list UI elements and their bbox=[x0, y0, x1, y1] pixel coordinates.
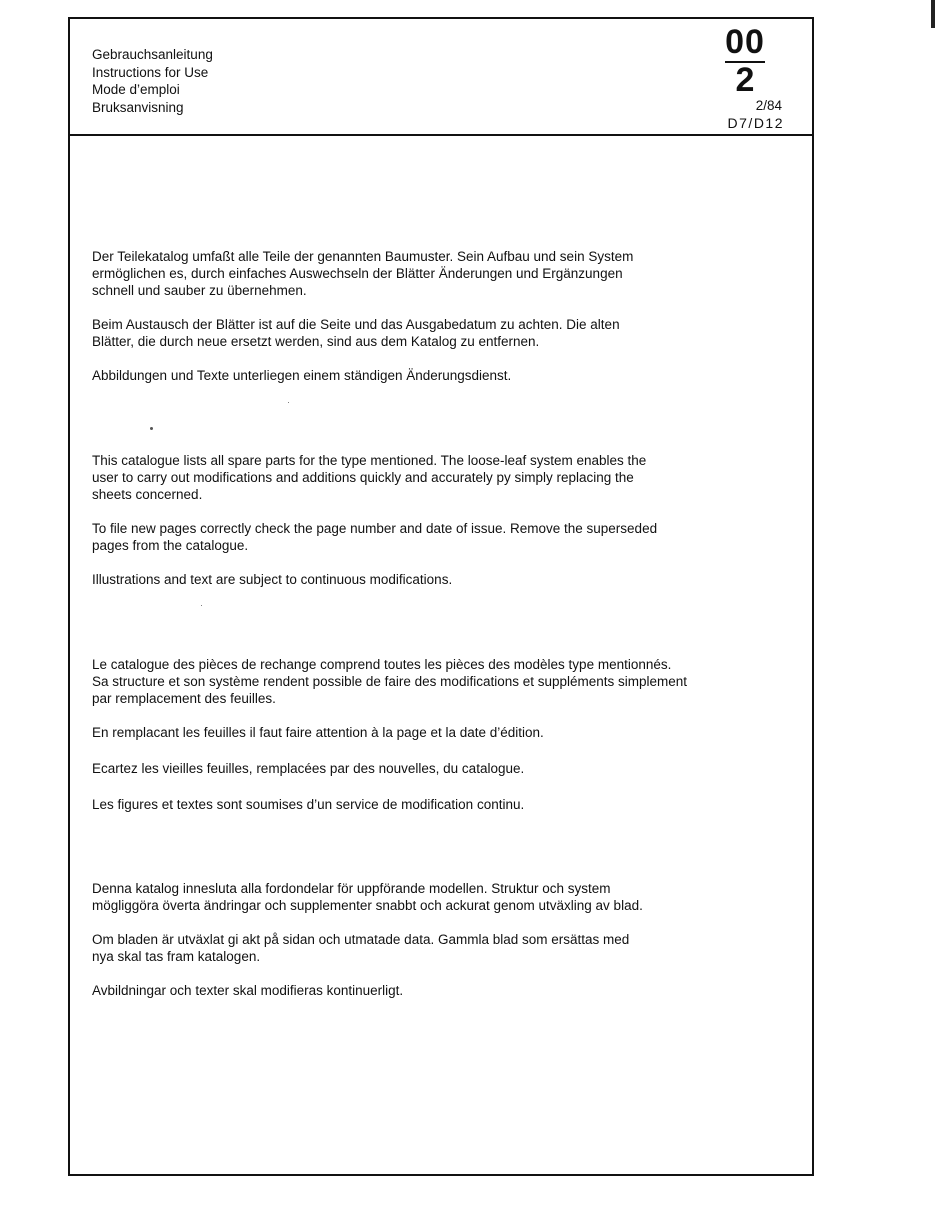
page-reference bbox=[700, 24, 790, 97]
english-paragraph-1: This catalogue lists all spare parts for the type mentioned. The loose-leaf system enables the user to carry out modifications and additions quickly and accurately py simply replacing the sheets concerned. bbox=[92, 453, 647, 502]
english-paragraph-2: To file new pages correctly check the page number and date of issue. Remove the superseded pages from the catalogue. bbox=[92, 521, 658, 553]
title-german: Gebrauchsanleitung bbox=[92, 47, 213, 62]
scan-edge-mark bbox=[931, 0, 935, 28]
header-titles bbox=[92, 46, 213, 116]
swedish-paragraph-2: Om bladen är utväxlat gi akt på sidan och utmatade data. Gammla blad som ersättas med nya skal tas fram katalogen. bbox=[92, 932, 630, 964]
section-english bbox=[92, 452, 772, 588]
swedish-paragraph-1: Denna katalog innesluta alla fordondelar för uppförande modellen. Struktur och system mögliggöra överta ändringar och supplementer snabbt och ackurat genom utväxling av blad. bbox=[92, 881, 643, 913]
german-paragraph-2: Beim Austausch der Blätter ist auf die Seite und das Ausgabedatum zu achten. Die alten Blätter, die durch neue ersetzt werden, sind aus dem Katalog zu entfernen. bbox=[92, 317, 620, 349]
issue-date: 2/84 bbox=[755, 98, 782, 113]
section-french bbox=[92, 656, 772, 813]
scan-speck bbox=[201, 605, 202, 606]
header-divider bbox=[70, 134, 812, 136]
page-number: 2 bbox=[735, 61, 755, 99]
french-paragraph-2: En remplacant les feuilles il faut faire attention à la page et la date d’édition. bbox=[92, 725, 544, 740]
section-german bbox=[92, 248, 772, 384]
french-paragraph-3: Ecartez les vieilles feuilles, remplacées par des nouvelles, du catalogue. bbox=[92, 761, 525, 776]
title-french: Mode d’emploi bbox=[92, 82, 180, 97]
german-paragraph-3: Abbildungen und Texte unterliegen einem ständigen Änderungsdienst. bbox=[92, 368, 512, 383]
section-number: 00 bbox=[725, 23, 765, 61]
swedish-paragraph-3: Avbildningar och texter skal modifieras kontinuerligt. bbox=[92, 983, 404, 998]
section-swedish bbox=[92, 880, 772, 999]
german-paragraph-1: Der Teilekatalog umfaßt alle Teile der genannten Baumuster. Sein Aufbau und sein System ermöglichen es, durch einfaches Auswechseln der Blätter Änderungen und Ergänzungen schnell und sauber zu übernehmen. bbox=[92, 249, 634, 298]
model-code: D7/D12 bbox=[727, 115, 784, 131]
title-english: Instructions for Use bbox=[92, 64, 209, 80]
english-paragraph-3: Illustrations and text are subject to continuous modifications. bbox=[92, 572, 453, 587]
french-paragraph-1: Le catalogue des pièces de rechange comprend toutes les pièces des modèles type mentionnés. Sa structure et son système rendent possible de faire des modifications et suppléments simplement par remplacement des feuilles. bbox=[92, 657, 688, 706]
french-paragraph-4: Les figures et textes sont soumises d’un service de modification continu. bbox=[92, 797, 525, 812]
title-swedish: Bruksanvisning bbox=[92, 99, 184, 115]
page-frame bbox=[68, 17, 814, 1176]
scan-speck bbox=[150, 427, 153, 430]
scan-speck bbox=[288, 402, 289, 403]
